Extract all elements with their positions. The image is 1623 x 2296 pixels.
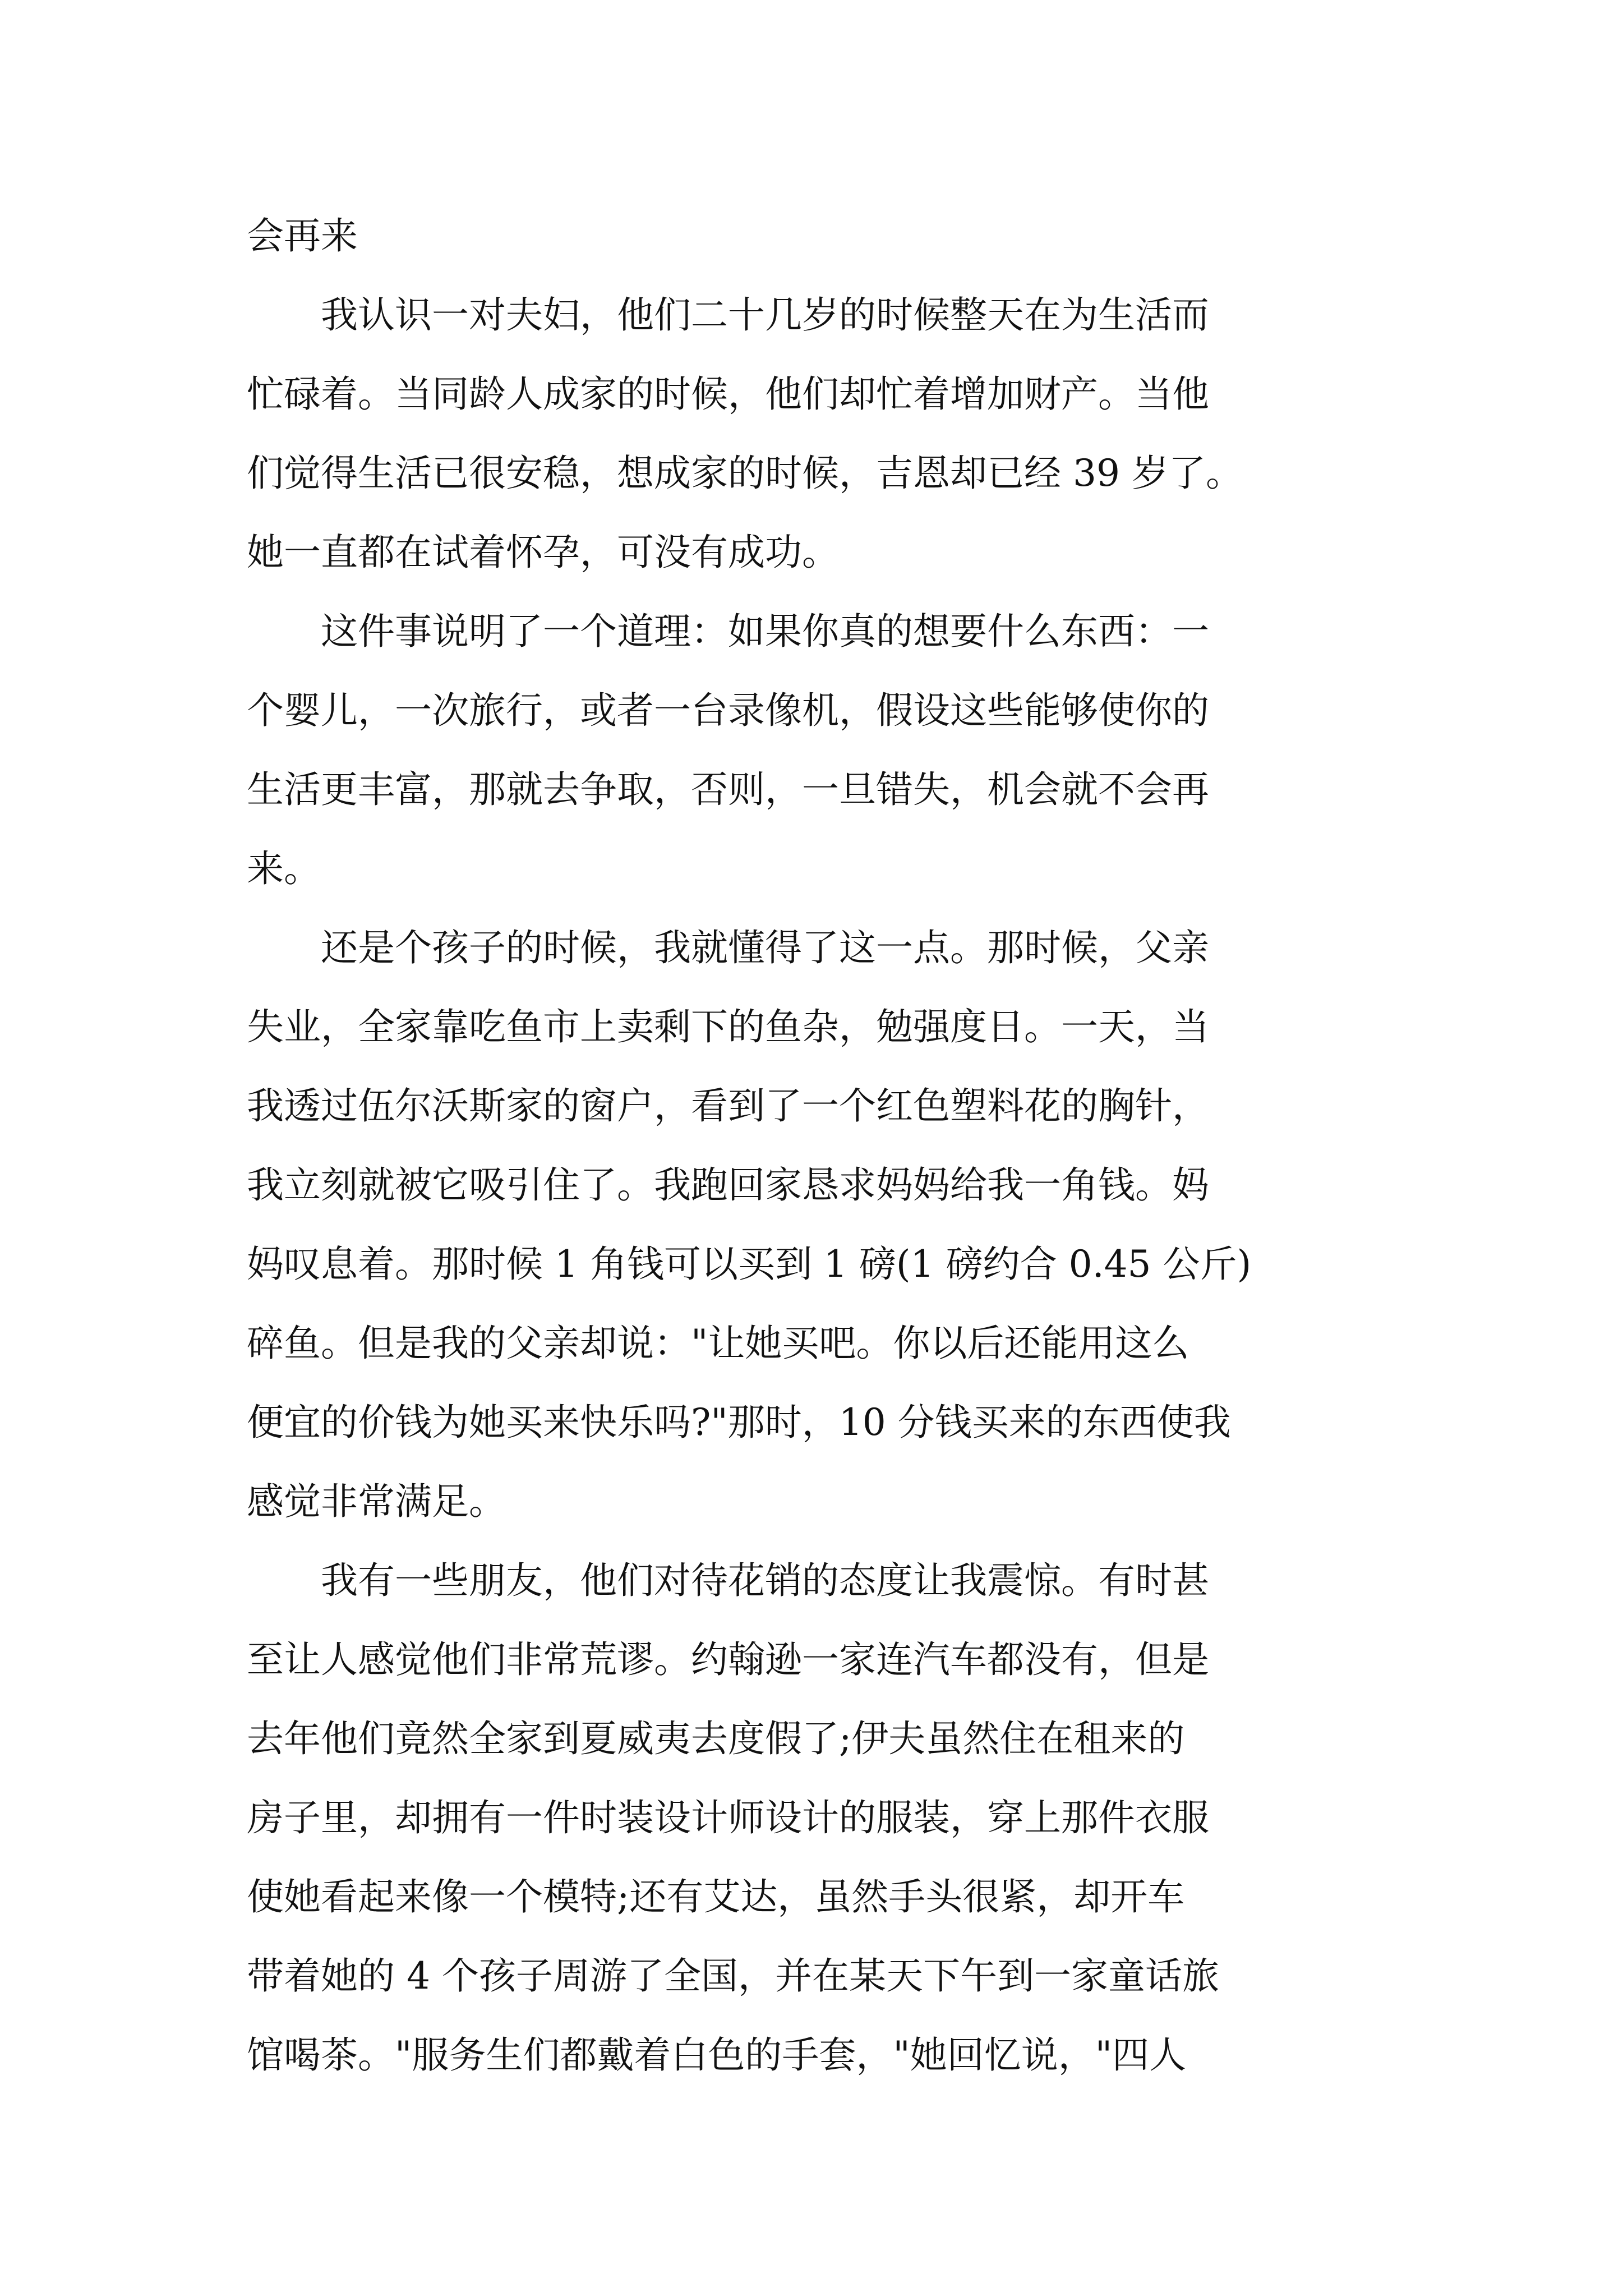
text-line: 我立刻就被它吸引住了。我跑回家恳求妈妈给我一角钱。妈 <box>247 1163 1209 1207</box>
text-line: 她一直都在试着怀孕，可没有成功。 <box>247 531 839 574</box>
text-line: 会再来 <box>247 214 358 257</box>
text-line: 碎鱼。但是我的父亲却说："让她买吧。你以后还能用这么 <box>247 1322 1189 1365</box>
paragraph-3 <box>247 592 1391 908</box>
text-line: 个婴儿，一次旅行，或者一台录像机，假设这些能够使你的 <box>247 689 1209 732</box>
text-line: 还是个孩子的时候，我就懂得了这一点。那时候，父亲 <box>321 926 1209 969</box>
text-line: 我认识一对夫妇，他们二十几岁的时候整天在为生活而 <box>321 293 1209 337</box>
text-line: 房子里，却拥有一件时装设计师设计的服装，穿上那件衣服 <box>247 1796 1209 1839</box>
text-line: 带着她的 4 个孩子周游了全国，并在某天下午到一家童话旅 <box>247 1954 1219 1998</box>
text-line: 这件事说明了一个道理：如果你真的想要什么东西：一 <box>321 610 1209 653</box>
paragraph-4 <box>247 908 1391 1541</box>
text-line: 妈叹息着。那时候 1 角钱可以买到 1 磅(1 磅约合 0.45 公斤) <box>247 1243 1252 1286</box>
text-line: 我有一些朋友，他们对待花销的态度让我震惊。有时甚 <box>321 1559 1209 1602</box>
text-line: 失业，全家靠吃鱼市上卖剩下的鱼杂，勉强度日。一天，当 <box>247 1005 1209 1048</box>
text-line: 来。 <box>247 847 321 890</box>
text-line: 馆喝茶。"服务生们都戴着白色的手套，"她回忆说，"四人 <box>247 2033 1187 2077</box>
text-line: 生活更丰富，那就去争取，否则，一旦错失，机会就不会再 <box>247 768 1209 811</box>
text-line: 至让人感觉他们非常荒谬。约翰逊一家连汽车都没有，但是 <box>247 1638 1209 1681</box>
document-body <box>247 196 1391 2095</box>
paragraph-1 <box>247 196 1391 275</box>
text-line: 使她看起来像一个模特;还有艾达，虽然手头很紧，却开车 <box>247 1875 1185 1918</box>
text-line: 感觉非常满足。 <box>247 1480 506 1523</box>
paragraph-5 <box>247 1541 1391 2095</box>
text-line: 便宜的价钱为她买来快乐吗?"那时，10 分钱买来的东西使我 <box>247 1401 1231 1444</box>
text-line: 们觉得生活已很安稳，想成家的时候，吉恩却已经 39 岁了。 <box>247 452 1243 495</box>
text-line: 忙碌着。当同龄人成家的时候，他们却忙着增加财产。当他 <box>247 372 1209 416</box>
text-line: 去年他们竟然全家到夏威夷去度假了;伊夫虽然住在租来的 <box>247 1717 1185 1760</box>
text-line: 我透过伍尔沃斯家的窗户，看到了一个红色塑料花的胸针， <box>247 1084 1209 1128</box>
paragraph-2 <box>247 275 1391 592</box>
